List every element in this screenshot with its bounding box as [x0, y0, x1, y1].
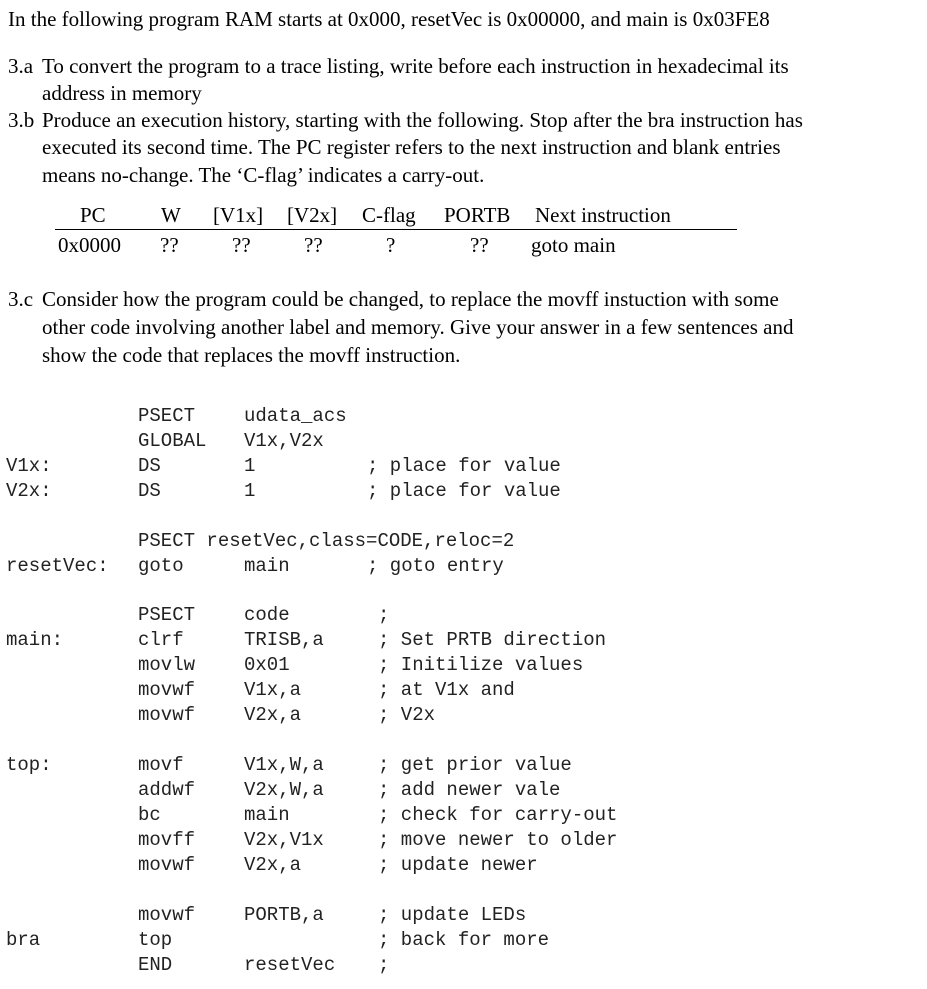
q3b-label: 3.b	[8, 108, 35, 132]
code-label: top:	[6, 754, 52, 776]
code-op: PSECT resetVec,class=CODE,reloc=2	[138, 530, 515, 552]
code-op: DS	[138, 455, 161, 477]
q3b-line3: means no-change. The ‘C-flag’ indicates a carry-out.	[42, 163, 485, 187]
code-comment: ; goto entry	[367, 555, 504, 577]
code-comment: ;	[378, 604, 390, 626]
code-op: addwf	[138, 779, 196, 801]
code-arg: V1x,W,a	[244, 754, 324, 776]
code-op: PSECT	[138, 604, 196, 626]
table-header-portb: PORTB	[444, 203, 511, 227]
q3b-line1: Produce an execution history, starting with the following. Stop after the bra instruction has	[42, 108, 803, 132]
intro-text: In the following program RAM starts at 0x000, resetVec is 0x00000, and main is 0x03FE8	[8, 7, 770, 31]
code-arg: V2x,W,a	[244, 779, 324, 801]
code-comment: ; place for value	[367, 455, 561, 477]
q3c-line1: Consider how the program could be changed, to replace the movff instuction with some	[42, 287, 779, 311]
code-arg: V1x,a	[244, 679, 302, 701]
code-comment: ; place for value	[367, 480, 561, 502]
table-header-w: W	[161, 203, 181, 227]
code-comment: ; Set PRTB direction	[378, 629, 607, 651]
code-arg: TRISB,a	[244, 629, 324, 651]
code-op: top	[138, 929, 173, 951]
code-arg: code	[244, 604, 290, 626]
code-arg: 1	[244, 455, 256, 477]
code-comment: ; back for more	[378, 929, 550, 951]
code-arg: main	[244, 804, 290, 826]
code-arg: resetVec	[244, 954, 336, 976]
table-cell-v2x: ??	[304, 233, 323, 257]
table-cell-pc: 0x0000	[58, 233, 121, 257]
code-label: V2x:	[6, 480, 52, 502]
code-arg: udata_acs	[244, 405, 347, 427]
code-comment: ; at V1x and	[378, 679, 515, 701]
code-arg: 0x01	[244, 654, 290, 676]
code-op: movwf	[138, 854, 196, 876]
table-header-pc: PC	[80, 203, 106, 227]
code-comment: ; Initilize values	[378, 654, 584, 676]
code-label: resetVec:	[6, 555, 109, 577]
code-op: movff	[138, 829, 196, 851]
code-op: movf	[138, 754, 184, 776]
table-cell-w: ??	[160, 233, 179, 257]
q3c-label: 3.c	[8, 287, 34, 311]
code-arg: V2x,a	[244, 854, 302, 876]
table-header-cflag: C-flag	[362, 203, 416, 227]
code-op: movwf	[138, 679, 196, 701]
code-comment: ; move newer to older	[378, 829, 618, 851]
q3a-label: 3.a	[8, 54, 34, 78]
code-comment: ;	[378, 954, 390, 976]
code-comment: ; update LEDs	[378, 904, 527, 926]
code-op: bc	[138, 804, 161, 826]
table-rule	[55, 229, 737, 230]
code-op: goto	[138, 555, 184, 577]
code-op: END	[138, 954, 173, 976]
table-header-v2x: [V2x]	[287, 203, 338, 227]
code-arg: main	[244, 555, 290, 577]
q3c-line2: other code involving another label and memory. Give your answer in a few sentences and	[42, 315, 794, 339]
code-label: bra	[6, 929, 41, 951]
code-op: movwf	[138, 704, 196, 726]
code-op: PSECT	[138, 405, 196, 427]
code-label: V1x:	[6, 455, 52, 477]
q3c-line3: show the code that replaces the movff instruction.	[42, 343, 461, 367]
code-comment: ; add newer vale	[378, 779, 561, 801]
table-cell-portb: ??	[470, 233, 489, 257]
code-comment: ; update newer	[378, 854, 538, 876]
code-arg: V1x,V2x	[244, 430, 324, 452]
code-arg: V2x,a	[244, 704, 302, 726]
table-header-v1x: [V1x]	[213, 203, 264, 227]
code-arg: V2x,V1x	[244, 829, 324, 851]
code-comment: ; get prior value	[378, 754, 572, 776]
q3a-line2: address in memory	[42, 81, 202, 105]
table-cell-next: goto main	[531, 233, 616, 257]
code-op: movwf	[138, 904, 196, 926]
code-op: DS	[138, 480, 161, 502]
code-op: GLOBAL	[138, 430, 207, 452]
code-comment: ; V2x	[378, 704, 436, 726]
code-op: clrf	[138, 629, 184, 651]
q3b-line2: executed its second time. The PC register refers to the next instruction and blank entries	[42, 135, 781, 159]
q3a-line1: To convert the program to a trace listing, write before each instruction in hexadecimal its	[42, 54, 789, 78]
code-op: movlw	[138, 654, 196, 676]
table-header-next: Next instruction	[535, 203, 671, 227]
code-arg: 1	[244, 480, 256, 502]
code-comment: ; check for carry-out	[378, 804, 618, 826]
code-arg: PORTB,a	[244, 904, 324, 926]
code-label: main:	[6, 629, 64, 651]
table-cell-v1x: ??	[232, 233, 251, 257]
table-cell-cflag: ?	[386, 233, 396, 257]
